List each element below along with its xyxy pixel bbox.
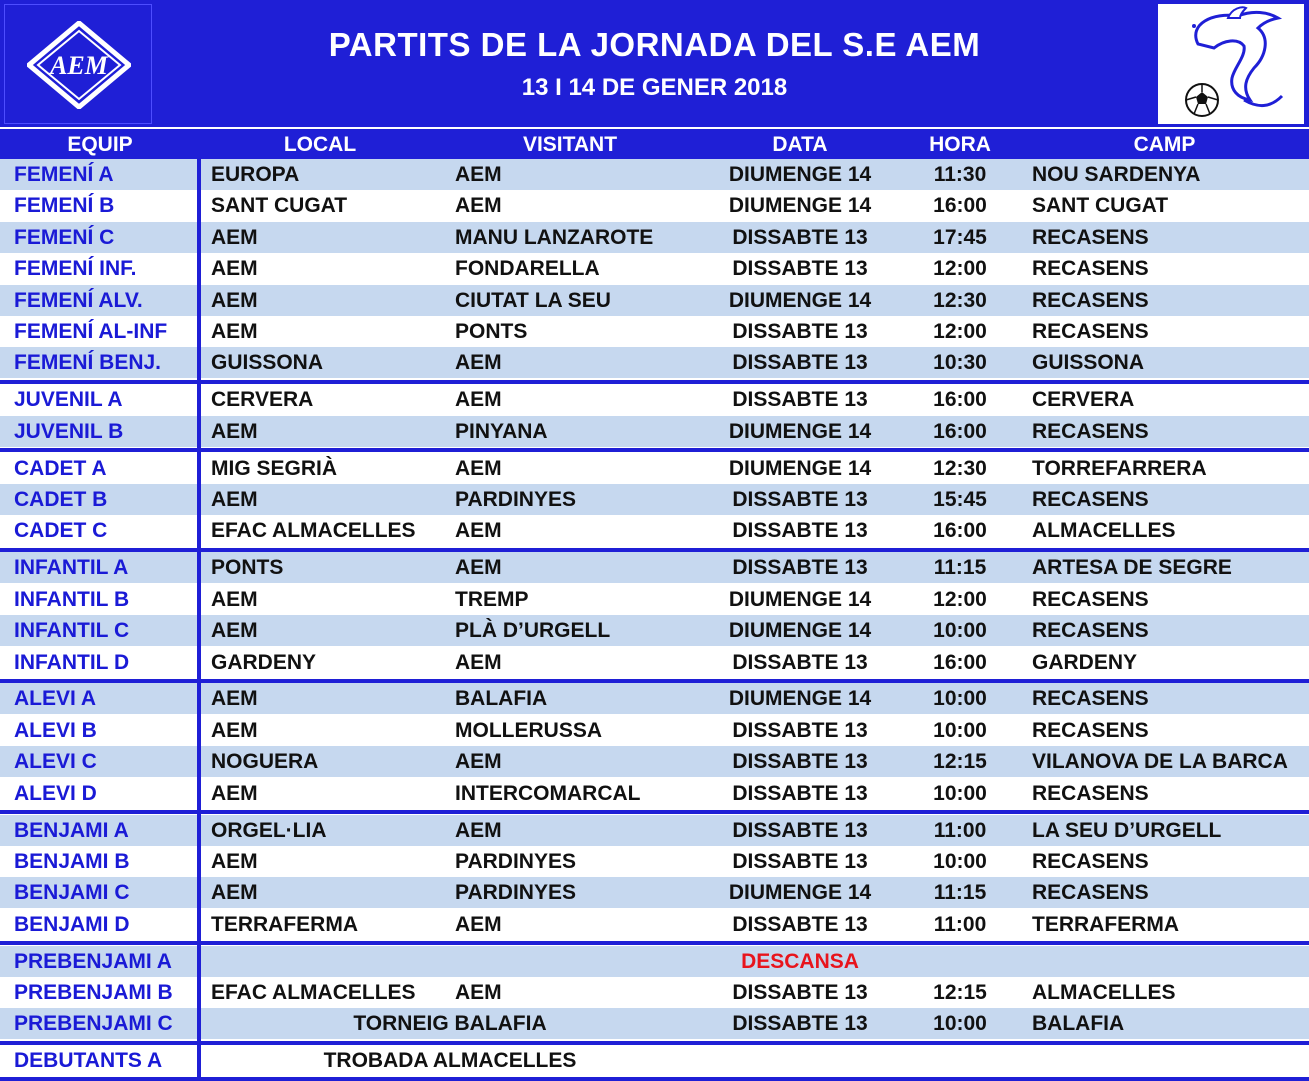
column-divider bbox=[197, 159, 201, 1079]
time-cell: 12:30 bbox=[933, 288, 987, 312]
date-cell: DISSABTE 13 bbox=[732, 388, 868, 412]
away-team-cell: PARDINYES bbox=[455, 849, 576, 873]
column-header-visitant: VISITANT bbox=[522, 133, 618, 156]
venue-cell: RECASENS bbox=[1032, 320, 1149, 343]
date-cell: DIUMENGE 14 bbox=[728, 687, 872, 711]
date-cell: DISSABTE 13 bbox=[732, 225, 868, 249]
home-team-cell: SANT CUGAT bbox=[211, 194, 348, 218]
time-cell: 10:30 bbox=[933, 351, 987, 375]
away-team-cell: TREMP bbox=[455, 587, 529, 611]
team-cell: BENJAMI A bbox=[14, 818, 129, 842]
time-cell: 11:00 bbox=[933, 818, 987, 842]
home-team-cell: AEM bbox=[211, 781, 258, 805]
home-team-cell: EFAC ALMACELLES bbox=[211, 519, 416, 543]
date-cell: DIUMENGE 14 bbox=[728, 456, 872, 480]
team-cell: BENJAMI C bbox=[14, 881, 130, 905]
team-cell: INFANTIL A bbox=[14, 556, 129, 580]
venue-cell: RECASENS bbox=[1032, 718, 1149, 742]
home-team-cell: GARDENY bbox=[211, 650, 317, 674]
team-cell: DEBUTANTS A bbox=[14, 1049, 163, 1073]
home-team-cell: CERVERA bbox=[211, 388, 314, 412]
away-team-cell: MOLLERUSSA bbox=[455, 718, 602, 742]
event-cell: TROBADA ALMACELLES bbox=[323, 1049, 577, 1073]
date-cell: DISSABTE 13 bbox=[732, 849, 868, 873]
venue-cell: NOU SARDENYA bbox=[1032, 163, 1201, 186]
venue-cell: LA SEU D’URGELL bbox=[1032, 818, 1222, 842]
time-cell: 11:30 bbox=[933, 163, 987, 186]
column-header-camp: CAMP bbox=[1133, 133, 1196, 156]
team-cell: JUVENIL B bbox=[14, 419, 124, 443]
page-subtitle: 13 I 14 DE GENER 2018 bbox=[521, 74, 788, 101]
venue-cell: SANT CUGAT bbox=[1032, 194, 1169, 218]
away-team-cell: PONTS bbox=[455, 320, 528, 343]
dolphin-mascot bbox=[1158, 4, 1304, 124]
date-cell: DISSABTE 13 bbox=[732, 981, 868, 1004]
venue-cell: RECASENS bbox=[1032, 257, 1149, 281]
away-team-cell: CIUTAT LA SEU bbox=[455, 288, 611, 312]
away-team-cell: PARDINYES bbox=[455, 881, 576, 905]
venue-cell: ALMACELLES bbox=[1032, 981, 1176, 1004]
home-team-cell: AEM bbox=[211, 488, 258, 511]
away-team-cell: AEM bbox=[455, 981, 502, 1004]
team-cell: JUVENIL A bbox=[14, 388, 123, 412]
home-team-cell: TERRAFERMA bbox=[211, 912, 358, 936]
venue-cell: GARDENY bbox=[1032, 650, 1138, 674]
home-team-cell: AEM bbox=[211, 849, 258, 873]
time-cell: 12:00 bbox=[933, 320, 987, 343]
table-bottom-border bbox=[0, 1077, 1309, 1081]
venue-cell: ARTESA DE SEGRE bbox=[1032, 556, 1232, 580]
column-header-data: DATA bbox=[772, 133, 828, 156]
team-cell: BENJAMI D bbox=[14, 912, 130, 936]
team-cell: ALEVI D bbox=[14, 781, 97, 805]
venue-cell: VILANOVA DE LA BARCA bbox=[1032, 750, 1288, 774]
venue-cell: CERVERA bbox=[1032, 388, 1135, 412]
page-title: PARTITS DE LA JORNADA DEL S.E AEM bbox=[328, 26, 981, 63]
home-team-cell: AEM bbox=[211, 225, 258, 249]
date-cell: DISSABTE 13 bbox=[732, 519, 868, 543]
venue-cell: TERRAFERMA bbox=[1032, 912, 1179, 936]
time-cell: 12:00 bbox=[933, 587, 987, 611]
away-team-cell: PARDINYES bbox=[455, 488, 576, 511]
venue-cell: RECASENS bbox=[1032, 225, 1149, 249]
away-team-cell: AEM bbox=[455, 456, 502, 480]
date-cell: DISSABTE 13 bbox=[732, 556, 868, 580]
date-cell: DISSABTE 13 bbox=[732, 750, 868, 774]
date-cell: DIUMENGE 14 bbox=[728, 587, 872, 611]
venue-cell: RECASENS bbox=[1032, 419, 1149, 443]
home-team-cell: AEM bbox=[211, 257, 258, 281]
venue-cell: RECASENS bbox=[1032, 288, 1149, 312]
time-cell: 16:00 bbox=[933, 388, 987, 412]
away-team-cell: PLÀ D’URGELL bbox=[455, 619, 611, 643]
header-banner bbox=[0, 0, 1309, 127]
team-cell: INFANTIL C bbox=[14, 619, 130, 643]
column-header-local: LOCAL bbox=[283, 133, 357, 156]
date-cell: DISSABTE 13 bbox=[732, 351, 868, 375]
team-cell: FEMENÍ C bbox=[14, 225, 115, 249]
home-team-cell: PONTS bbox=[211, 556, 284, 580]
club-logo bbox=[4, 4, 152, 124]
team-cell: PREBENJAMI C bbox=[14, 1012, 173, 1036]
date-cell: DISSABTE 13 bbox=[732, 257, 868, 281]
home-team-cell: EUROPA bbox=[211, 163, 300, 186]
home-team-cell: AEM bbox=[211, 587, 258, 611]
date-cell: DISSABTE 13 bbox=[732, 718, 868, 742]
time-cell: 10:00 bbox=[933, 781, 987, 805]
home-team-cell: GUISSONA bbox=[211, 351, 324, 375]
time-cell: 10:00 bbox=[933, 687, 987, 711]
date-cell: DISSABTE 13 bbox=[732, 781, 868, 805]
team-cell: INFANTIL D bbox=[14, 650, 130, 674]
team-cell: ALEVI B bbox=[14, 718, 97, 742]
time-cell: 11:15 bbox=[933, 556, 987, 580]
venue-cell: RECASENS bbox=[1032, 881, 1149, 905]
venue-cell: ALMACELLES bbox=[1032, 519, 1176, 543]
team-cell: BENJAMI B bbox=[14, 849, 130, 873]
home-team-cell: EFAC ALMACELLES bbox=[211, 981, 416, 1004]
venue-cell: RECASENS bbox=[1032, 687, 1149, 711]
venue-cell: TORREFARRERA bbox=[1032, 456, 1207, 480]
date-cell: DIUMENGE 14 bbox=[728, 419, 872, 443]
away-team-cell: AEM bbox=[455, 163, 502, 186]
team-cell: INFANTIL B bbox=[14, 587, 130, 611]
time-cell: 10:00 bbox=[933, 849, 987, 873]
time-cell: 16:00 bbox=[933, 419, 987, 443]
column-header-equip: EQUIP bbox=[67, 133, 133, 156]
venue-cell: RECASENS bbox=[1032, 587, 1149, 611]
away-team-cell: AEM bbox=[455, 556, 502, 580]
venue-cell: RECASENS bbox=[1032, 619, 1149, 643]
time-cell: 10:00 bbox=[933, 1012, 987, 1036]
time-cell: 15:45 bbox=[933, 488, 987, 511]
away-team-cell: AEM bbox=[455, 388, 502, 412]
team-cell: FEMENÍ BENJ. bbox=[14, 351, 162, 375]
team-cell: CADET B bbox=[14, 488, 108, 511]
date-cell: DIUMENGE 14 bbox=[728, 288, 872, 312]
away-team-cell: BALAFIA bbox=[455, 687, 548, 711]
away-team-cell: AEM bbox=[455, 912, 502, 936]
home-team-cell: MIG SEGRIÀ bbox=[211, 456, 338, 480]
time-cell: 10:00 bbox=[933, 718, 987, 742]
date-cell: DISSABTE 13 bbox=[732, 650, 868, 674]
home-team-cell: ORGEL·LIA bbox=[211, 818, 327, 842]
team-cell: ALEVI C bbox=[14, 750, 97, 774]
date-cell: DIUMENGE 14 bbox=[728, 194, 872, 218]
dolphin-with-ball-icon bbox=[1158, 4, 1304, 124]
time-cell: 17:45 bbox=[933, 225, 987, 249]
column-header-hora: HORA bbox=[929, 133, 991, 156]
away-team-cell: FONDARELLA bbox=[455, 257, 600, 281]
time-cell: 12:30 bbox=[933, 456, 987, 480]
away-team-cell: AEM bbox=[455, 519, 502, 543]
home-team-cell: AEM bbox=[211, 619, 258, 643]
venue-cell: GUISSONA bbox=[1032, 351, 1145, 375]
team-cell: FEMENÍ AL-INF bbox=[14, 320, 168, 343]
event-cell: TORNEIG BALAFIA bbox=[353, 1012, 547, 1036]
rest-label: DESCANSA bbox=[741, 949, 859, 973]
date-cell: DIUMENGE 14 bbox=[728, 881, 872, 905]
home-team-cell: AEM bbox=[211, 687, 258, 711]
venue-cell: BALAFIA bbox=[1032, 1012, 1125, 1036]
team-cell: PREBENJAMI B bbox=[14, 981, 173, 1004]
venue-cell: RECASENS bbox=[1032, 781, 1149, 805]
away-team-cell: AEM bbox=[455, 351, 502, 375]
away-team-cell: AEM bbox=[455, 818, 502, 842]
team-cell: FEMENÍ B bbox=[14, 194, 115, 218]
date-cell: DISSABTE 13 bbox=[732, 488, 868, 511]
team-cell: FEMENÍ INF. bbox=[14, 257, 137, 281]
away-team-cell: MANU LANZAROTE bbox=[455, 225, 654, 249]
svg-text:AEM: AEM bbox=[50, 51, 108, 80]
time-cell: 16:00 bbox=[933, 650, 987, 674]
home-team-cell: AEM bbox=[211, 320, 258, 343]
time-cell: 12:00 bbox=[933, 257, 987, 281]
away-team-cell: PINYANA bbox=[455, 419, 548, 443]
venue-cell: RECASENS bbox=[1032, 488, 1149, 511]
date-cell: DISSABTE 13 bbox=[732, 912, 868, 936]
date-cell: DISSABTE 13 bbox=[732, 1012, 868, 1036]
time-cell: 12:15 bbox=[933, 981, 987, 1004]
away-team-cell: AEM bbox=[455, 750, 502, 774]
team-cell: ALEVI A bbox=[14, 687, 97, 711]
team-cell: CADET A bbox=[14, 456, 107, 480]
team-cell: FEMENÍ A bbox=[14, 163, 114, 186]
time-cell: 11:00 bbox=[933, 912, 987, 936]
away-team-cell: AEM bbox=[455, 194, 502, 218]
home-team-cell: AEM bbox=[211, 419, 258, 443]
time-cell: 16:00 bbox=[933, 194, 987, 218]
time-cell: 11:15 bbox=[933, 881, 987, 905]
team-cell: FEMENÍ ALV. bbox=[14, 288, 143, 312]
home-team-cell: AEM bbox=[211, 718, 258, 742]
team-cell: PREBENJAMI A bbox=[14, 949, 172, 973]
away-team-cell: AEM bbox=[455, 650, 502, 674]
date-cell: DISSABTE 13 bbox=[732, 320, 868, 343]
home-team-cell: NOGUERA bbox=[211, 750, 319, 774]
time-cell: 16:00 bbox=[933, 519, 987, 543]
home-team-cell: AEM bbox=[211, 881, 258, 905]
venue-cell: RECASENS bbox=[1032, 849, 1149, 873]
away-team-cell: INTERCOMARCAL bbox=[455, 781, 641, 805]
table-header bbox=[0, 129, 1309, 159]
date-cell: DIUMENGE 14 bbox=[728, 163, 872, 186]
time-cell: 10:00 bbox=[933, 619, 987, 643]
home-team-cell: AEM bbox=[211, 288, 258, 312]
date-cell: DIUMENGE 14 bbox=[728, 619, 872, 643]
team-cell: CADET C bbox=[14, 519, 108, 543]
time-cell: 12:15 bbox=[933, 750, 987, 774]
date-cell: DISSABTE 13 bbox=[732, 818, 868, 842]
